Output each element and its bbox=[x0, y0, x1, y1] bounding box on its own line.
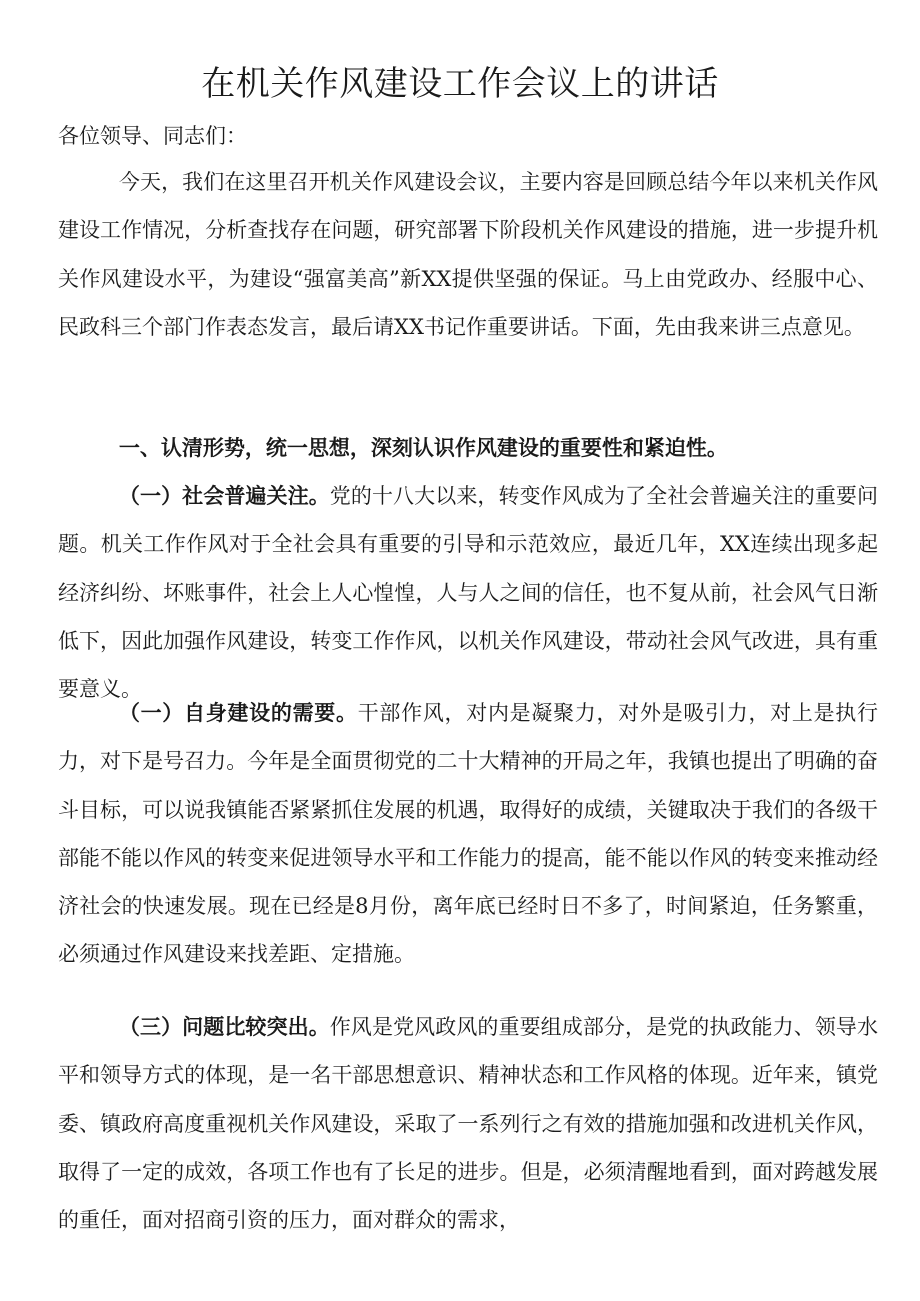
item-lead-3: （三）问题比较突出。 bbox=[118, 1014, 330, 1039]
intro-paragraph: 今天，我们在这里召开机关作风建设会议，主要内容是回顾总结今年以来机关作风建设工作情况，分析查找存在问题，研究部署下阶段机关作风建设的措施，进一步提升机关作风建设水平，为建设“强富美高”新XX提供坚强的保证。马上由党政办、经服中心、民政科三个部门作表态发言，最后请XX书记作重要讲话。下面，先由我来讲三点意见。 bbox=[58, 170, 878, 339]
item-paragraph-1 bbox=[58, 472, 878, 713]
item-paragraph-3 bbox=[58, 1003, 878, 1244]
section-heading-1: 一、认清形势，统一思想，深刻认识作风建设的重要性和紧迫性。 bbox=[118, 435, 728, 460]
item-lead-1: （一）社会普遍关注。 bbox=[118, 483, 330, 508]
item-lead-2: （一）自身建设的需要。 bbox=[118, 700, 358, 725]
salutation: 各位领导、同志们： bbox=[58, 124, 247, 148]
item-text-2: 干部作风，对内是凝聚力，对外是吸引力，对上是执行力，对下是号召力。今年是全面贯彻党的二十大精神的开局之年，我镇也提出了明确的奋斗目标，可以说我镇能否紧紧抓住发展的机遇，取得好的成绩，关键取决于我们的各级干部能不能以作风的转变来促进领导水平和工作能力的提高，能不能以作风的转变来推动经济社会的快速发展。现在已经是8月份，离年底已经时日不多了，时间紧迫，任务繁重，必须通过作风建设来找差距、定措施。 bbox=[58, 701, 879, 967]
document-title: 在机关作风建设工作会议上的讲话 bbox=[201, 64, 719, 104]
item-paragraph-2 bbox=[58, 689, 878, 979]
item-text-3: 作风是党风政风的重要组成部分，是党的执政能力、领导水平和领导方式的体现，是一名干部思想意识、精神状态和工作风格的体现。近年来，镇党委、镇政府高度重视机关作风建设，采取了一系列行之有效的措施加强和改进机关作风，取得了一定的成效，各项工作也有了长足的进步。但是，必须清醒地看到，面对跨越发展的重任，面对招商引资的压力，面对群众的需求， bbox=[58, 1015, 878, 1233]
item-text-1: 党的十八大以来，转变作风成为了全社会普遍关注的重要问题。机关工作作风对于全社会具有重要的引导和示范效应，最近几年，XX连续出现多起经济纠纷、坏账事件，社会上人心惶惶，人与人之间的信任，也不复从前，社会风气日渐低下，因此加强作风建设，转变工作作风，以机关作风建设，带动社会风气改进，具有重要意义。 bbox=[58, 484, 878, 702]
